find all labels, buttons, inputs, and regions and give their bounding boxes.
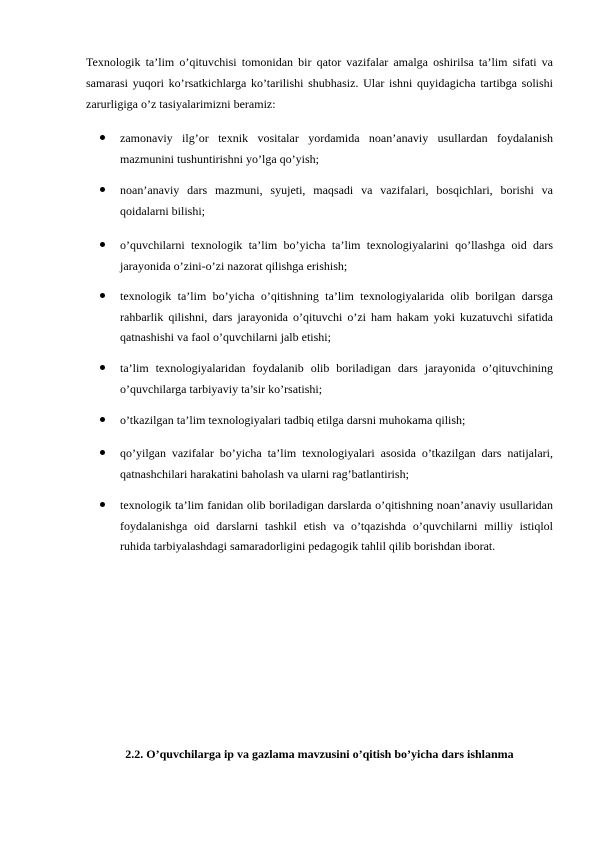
bullet-icon <box>100 417 105 422</box>
bullet-icon <box>100 187 105 192</box>
list-item-text: o’tkazilgan ta’lim texnologiyalari tadbiq etilga darsni muhokama qilish; <box>120 413 466 427</box>
bullet-icon <box>100 135 105 140</box>
list-item-text: texnologik ta’lim bo’yicha o’qitishning ta’lim texnologiyalarida olib borilgan darsga rahbarlik qilishni, dars jarayonida o’qituvchi o’zi ham hakam yoki kuzatuvchi sifatida qatnashishi va faol o’quvchilarni jalb etishi; <box>120 289 553 344</box>
list-item-text: texnologik ta’lim fanidan olib boriladigan darslarda o’qitishning noan’anaviy usullaridan foydalanishga oid darslarni tashkil etish va o’tqazishda o’quvchilarni milliy istiqlol ruhida tarbiyalashdagi samaradorligini pedagogik tahlil qilib borishdan iborat. <box>120 498 553 553</box>
section-heading: 2.2. O’quvchilarga ip va gazlama mavzusini o’qitish bo’yicha dars ishlanma <box>125 747 514 761</box>
intro-paragraph: Texnologik ta’lim o’qituvchisi tomonidan bir qator vazifalar amalga oshirilsa ta’lim sifati va samarasi yuqori ko’rsatkichlarga ko’tarilishi shubhasiz. Ular ishni quyidagicha tartibga solishi zarurligiga o’z tasiyalarimizni beramiz: <box>86 55 553 111</box>
bullet-icon <box>100 293 105 298</box>
bullet-icon <box>100 365 105 370</box>
list-item-text: zamonaviy ilg’or texnik vositalar yordamida noan’anaviy usullardan foydalanish mazmunini tushuntirishni yo’lga qo’yish; <box>120 131 553 166</box>
bullet-icon <box>100 502 105 507</box>
list-item-text: qo’yilgan vazifalar bo’yicha ta’lim texnologiyalari asosida o’tkazilgan dars natijalari, qatnashchilari harakatini baholash va ularni rag’batlantirish; <box>120 446 553 481</box>
list-item-text: ta’lim texnologiyalaridan foydalanib olib boriladigan dars jarayonida o’qituvchining o’quvchilarga tarbiyaviy ta’sir ko’rsatishi; <box>120 361 553 396</box>
bullet-icon <box>100 242 105 247</box>
bullet-icon <box>100 450 105 455</box>
list-item-text: noan’anaviy dars mazmuni, syujeti, maqsadi va vazifalari, bosqichlari, borishi va qoidalarni bilishi; <box>120 183 553 218</box>
list-item-text: o’quvchilarni texnologik ta’lim bo’yicha ta’lim texnologiyalarini qo’llashga oid dars jarayonida o’zini-o’zi nazorat qilishga erishish; <box>120 238 553 273</box>
